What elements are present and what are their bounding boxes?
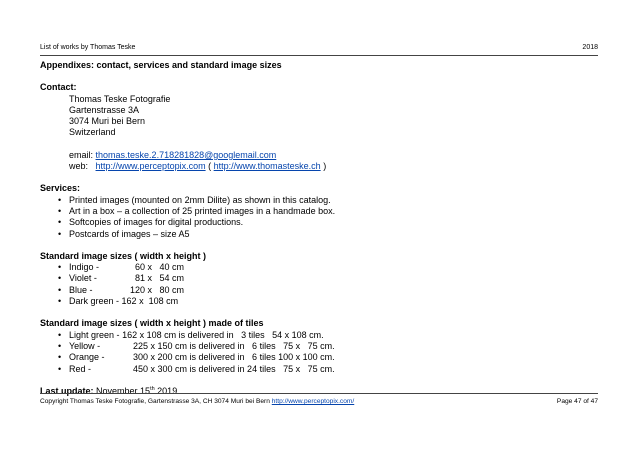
contact-title: Contact: [40, 82, 77, 93]
size-dims: 120 x 80 cm [130, 284, 185, 295]
footer-copyright [40, 395, 354, 409]
contact-address [40, 94, 598, 173]
size-dims: 81 x 54 cm [135, 273, 185, 284]
tiles-title: Standard image sizes ( width x height ) made of tiles [40, 318, 264, 329]
list-item: • Printed images (mounted on 2mm Dilite) as shown in this catalog. [40, 195, 598, 206]
header-year: 2018 [582, 44, 598, 51]
footer-link[interactable]: http://www.perceptopix.com/ [271, 398, 355, 405]
page-number: Page 47 of 47 [556, 398, 598, 405]
web-line [69, 161, 598, 172]
list-item: • Postcards of images – size A5 [40, 229, 598, 240]
services-list [40, 195, 598, 240]
size-dims: 60 x 40 cm [135, 262, 185, 273]
address-line: Thomas Teske Fotografie [69, 93, 171, 104]
address-line: Gartenstrasse 3A [69, 104, 140, 115]
size-name: Violet - [69, 273, 97, 284]
list-item [40, 285, 598, 296]
email-label: email: [69, 149, 94, 160]
sizes-list [40, 262, 598, 307]
web-link-perceptopix[interactable]: http://www.perceptopix.com [95, 161, 206, 172]
web-label: web: [69, 161, 89, 172]
tile-text: 162 x 108 cm is delivered in 3 tiles 54 x 108 cm. [122, 329, 324, 340]
size-dims: 162 x 108 cm [121, 296, 179, 307]
list-item: • Softcopies of images for digital productions. [40, 217, 598, 228]
list-item [40, 352, 598, 363]
list-item [40, 296, 598, 307]
size-name: Dark green - [69, 296, 120, 307]
tile-text: 300 x 200 cm is delivered in 6 tiles 100 x 100 cm. [133, 352, 335, 363]
services-title: Services: [40, 183, 81, 194]
copyright-text: Copyright Thomas Teske Fotografie, Gartenstrasse 3A, CH 3074 Muri bei Bern [40, 398, 270, 405]
address-line: 3074 Muri bei Bern [69, 116, 146, 127]
paren-open: ( [208, 161, 212, 172]
list-item [40, 330, 598, 341]
page-footer [40, 393, 598, 409]
tiles-list [40, 330, 598, 375]
email-line [69, 150, 598, 161]
last-update-date: November 15 [96, 385, 151, 396]
web-link-thomasteske[interactable]: http://www.thomasteske.ch [213, 161, 321, 172]
list-item [40, 341, 598, 352]
list-item [40, 262, 598, 273]
tile-name: Orange - [69, 352, 105, 363]
email-link[interactable]: thomas.teske.2.718281828@googlemail.com [95, 149, 277, 160]
list-item: • Art in a box – a collection of 25 printed images in a handmade box. [40, 206, 598, 217]
date-suffix: th [150, 385, 155, 392]
tile-name: Light green - [69, 329, 120, 340]
last-update-label: Last update: [40, 385, 94, 396]
header-title: List of works by Thomas Teske [40, 44, 136, 51]
size-name: Indigo - [69, 262, 100, 273]
page-header [40, 43, 598, 56]
address-line: Switzerland [69, 127, 116, 138]
paren-close: ) [323, 161, 327, 172]
last-update-year: 2019 [157, 385, 178, 396]
page-body [40, 60, 598, 397]
tile-name: Red - [69, 363, 92, 374]
list-item [40, 273, 598, 284]
tile-text: 450 x 300 cm is delivered in 24 tiles 75 x 75 cm. [133, 363, 335, 374]
tile-name: Yellow - [69, 340, 101, 351]
sizes-title: Standard image sizes ( width x height ) [40, 250, 207, 261]
tile-text: 225 x 150 cm is delivered in 6 tiles 75 x 75 cm. [133, 340, 335, 351]
list-item [40, 364, 598, 375]
size-name: Blue - [69, 284, 93, 295]
page-heading: Appendixes: contact, services and standard image sizes [40, 60, 282, 70]
